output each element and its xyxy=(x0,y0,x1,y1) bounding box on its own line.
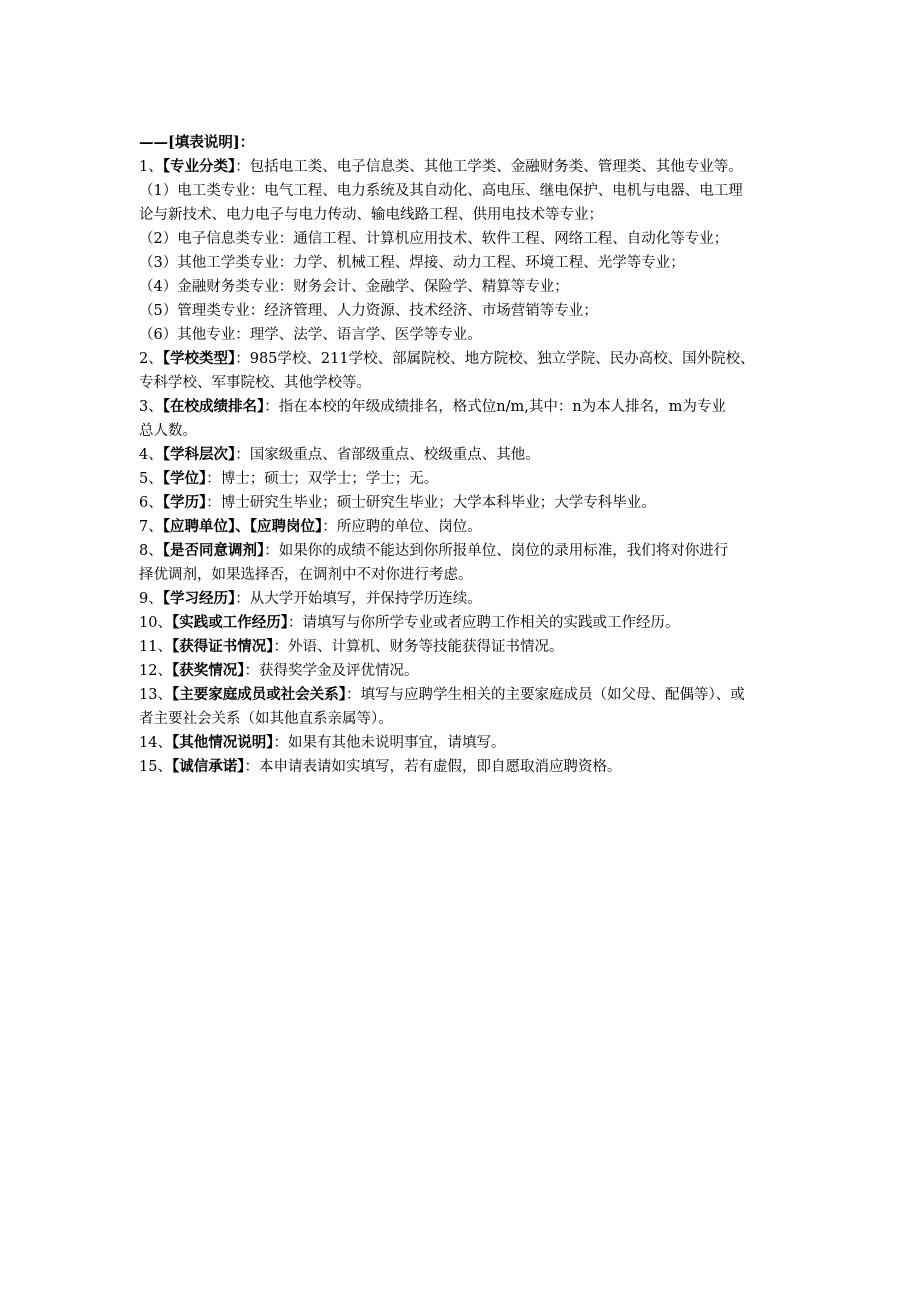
sub-item: （6）其他专业：理学、法学、语言学、医学等专业。 xyxy=(139,327,482,343)
field-description-continuation: 择优调剂，如果选择否，在调剂中不对你进行考虑。 xyxy=(139,567,473,583)
instruction-item: 11、【获得证书情况】：外语、计算机、财务等技能获得证书情况。 xyxy=(139,639,564,655)
field-name: 【获得证书情况】 xyxy=(171,639,274,655)
field-name: 【学历】 xyxy=(162,495,207,511)
field-description: ：包括电工类、电子信息类、其他工学类、金融财务类、管理类、其他专业等。 xyxy=(235,159,743,175)
field-description-continuation: 者主要社会关系（如其他直系亲属等）。 xyxy=(139,711,393,727)
instruction-item: 2、【学校类型】：985学校、211学校、部属院校、地方院校、独立学院、民办高校、国外院校、 xyxy=(139,351,755,367)
instruction-item: 13、【主要家庭成员或社会关系】：填写与应聘学生相关的主要家庭成员（如父母、配偶等）、或 xyxy=(139,687,745,703)
instruction-item: 4、【学科层次】：国家级重点、省部级重点、校级重点、其他。 xyxy=(139,447,540,463)
field-description: ：指在本校的年级成绩排名，格式位n/m,其中：n为本人排名，m为专业 xyxy=(264,399,726,415)
instruction-item: 10、【实践或工作经历】：请填写与你所学专业或者应聘工作相关的实践或工作经历。 xyxy=(139,615,680,631)
field-description: ：国家级重点、省部级重点、校级重点、其他。 xyxy=(235,447,540,463)
field-description: ：本申请表请如实填写，若有虚假，即自愿取消应聘资格。 xyxy=(244,759,622,775)
instruction-item: 8、【是否同意调剂】：如果你的成绩不能达到你所报单位、岗位的录用标准，我们将对你进行 xyxy=(139,543,729,559)
instruction-item: 9、【学习经历】：从大学开始填写，并保持学历连续。 xyxy=(139,591,482,607)
field-description: ：如果有其他未说明事宜，请填写。 xyxy=(273,735,506,751)
field-name: 【实践或工作经历】 xyxy=(171,615,288,631)
field-description: ：博士研究生毕业；硕士研究生毕业；大学本科毕业；大学专科毕业。 xyxy=(206,495,656,511)
sub-item: （3）其他工学类专业：力学、机械工程、焊接、动力工程、环境工程、光学等专业； xyxy=(139,255,685,271)
field-description: ：获得奖学金及评优情况。 xyxy=(244,663,419,679)
field-description-continuation: 专科学校、军事院校、其他学校等。 xyxy=(139,375,371,391)
field-description: ：所应聘的单位、岗位。 xyxy=(322,519,482,535)
field-description: ：从大学开始填写，并保持学历连续。 xyxy=(235,591,482,607)
field-description: ：外语、计算机、财务等技能获得证书情况。 xyxy=(273,639,564,655)
sub-item: （5）管理类专业：经济管理、人力资源、技术经济、市场营销等专业； xyxy=(139,303,598,319)
field-name: 【诚信承诺】 xyxy=(171,759,245,775)
field-description: ：请填写与你所学专业或者应聘工作相关的实践或工作经历。 xyxy=(287,615,680,631)
field-description: ：博士；硕士；双学士；学士；无。 xyxy=(206,471,439,487)
instructions-document xyxy=(139,131,789,779)
field-name: 【学校类型】 xyxy=(162,351,236,367)
sub-item: （2）电子信息类专业：通信工程、计算机应用技术、软件工程、网络工程、自动化等专业； xyxy=(139,231,729,247)
field-description: ：如果你的成绩不能达到你所报单位、岗位的录用标准，我们将对你进行 xyxy=(264,543,729,559)
instruction-item: 15、【诚信承诺】：本申请表请如实填写，若有虚假，即自愿取消应聘资格。 xyxy=(139,759,622,775)
field-name: 【学科层次】 xyxy=(162,447,236,463)
instruction-item: 12、【获奖情况】：获得奖学金及评优情况。 xyxy=(139,663,419,679)
field-name: 【学习经历】 xyxy=(162,591,236,607)
field-description-continuation: 总人数。 xyxy=(139,423,197,439)
field-name: 【专业分类】 xyxy=(162,159,236,175)
sub-item: （4）金融财务类专业：财务会计、金融学、保险学、精算等专业； xyxy=(139,279,569,295)
instruction-item: 14、【其他情况说明】：如果有其他未说明事宜，请填写。 xyxy=(139,735,506,751)
instruction-item: 7、【应聘单位】、【应聘岗位】：所应聘的单位、岗位。 xyxy=(139,519,482,535)
field-name: 【其他情况说明】 xyxy=(171,735,274,751)
field-name: 【主要家庭成员或社会关系】 xyxy=(171,687,346,703)
field-description: ：985学校、211学校、部属院校、地方院校、独立学院、民办高校、国外院校、 xyxy=(235,351,755,367)
instruction-item: 6、【学历】：博士研究生毕业；硕士研究生毕业；大学本科毕业；大学专科毕业。 xyxy=(139,495,656,511)
field-name: 【是否同意调剂】 xyxy=(162,543,265,559)
field-name: 【学位】 xyxy=(162,471,207,487)
field-description: ：填写与应聘学生相关的主要家庭成员（如父母、配偶等）、或 xyxy=(345,687,745,703)
field-name: 【应聘单位】、【应聘岗位】 xyxy=(162,519,323,535)
instruction-item: 5、【学位】：博士；硕士；双学士；学士；无。 xyxy=(139,471,439,487)
field-name: 【在校成绩排名】 xyxy=(162,399,265,415)
sub-item-continuation: 论与新技术、电力电子与电力传动、输电线路工程、供用电技术等专业； xyxy=(139,207,603,223)
instruction-item: 1、【专业分类】：包括电工类、电子信息类、其他工学类、金融财务类、管理类、其他专业等。 xyxy=(139,159,743,175)
field-name: 【获奖情况】 xyxy=(171,663,245,679)
instruction-item: 3、【在校成绩排名】：指在本校的年级成绩排名，格式位n/m,其中：n为本人排名，m为专业 xyxy=(139,399,726,415)
instructions-heading: ——[填表说明]： xyxy=(139,134,255,151)
sub-item: （1）电工类专业：电气工程、电力系统及其自动化、高电压、继电保护、电机与电器、电工理 xyxy=(139,183,743,199)
